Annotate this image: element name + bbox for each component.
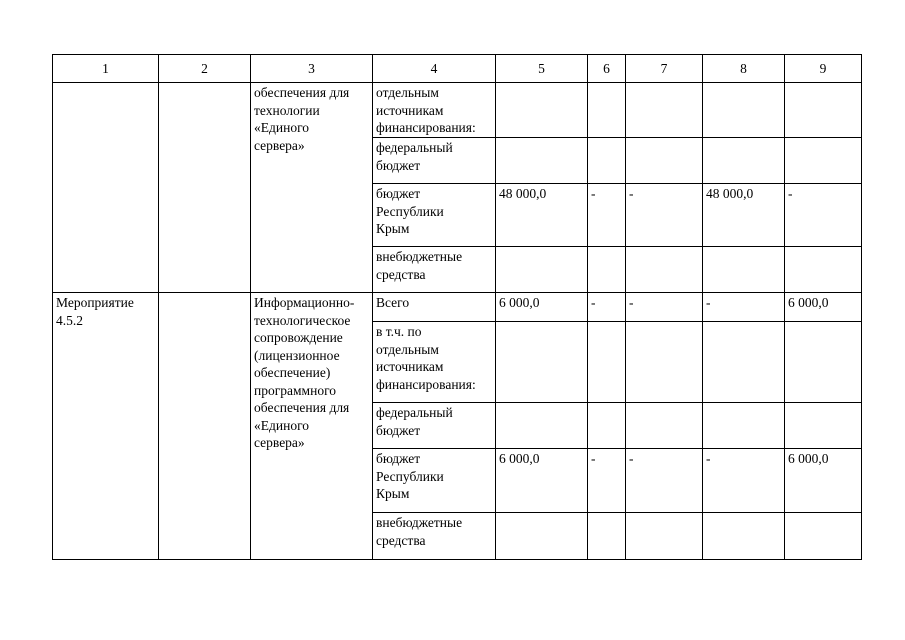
funding-source-cell: бюджет Республики Крым [373, 449, 496, 513]
funding-source-cell: в т.ч. по отдельным источникам финансирования: [373, 322, 496, 403]
value-cell: - [703, 293, 785, 322]
value-cell: - [703, 449, 785, 513]
value-cell [703, 322, 785, 403]
value-cell [496, 247, 588, 293]
funding-source-cell: внебюджетные средства [373, 513, 496, 560]
activity-code-cell [53, 83, 159, 293]
value-cell [496, 513, 588, 560]
value-cell [588, 513, 626, 560]
header-cell: 5 [496, 55, 588, 83]
value-cell [496, 403, 588, 449]
value-cell [703, 403, 785, 449]
activity-name-cell: Информационно- технологическое сопровождение (лицензионное обеспечение) программного обеспечения для «Единого сервера» [251, 293, 373, 560]
value-cell [703, 83, 785, 138]
value-cell [588, 138, 626, 184]
header-cell: 2 [159, 55, 251, 83]
value-cell [785, 513, 862, 560]
value-cell: - [588, 184, 626, 247]
value-cell: - [626, 293, 703, 322]
header-cell: 3 [251, 55, 373, 83]
value-cell: - [588, 449, 626, 513]
value-cell [626, 513, 703, 560]
column-2-cell [159, 83, 251, 293]
header-cell: 7 [626, 55, 703, 83]
value-cell [496, 138, 588, 184]
table-row [53, 293, 862, 322]
value-cell: 6 000,0 [496, 449, 588, 513]
value-cell: 48 000,0 [496, 184, 588, 247]
value-cell [496, 322, 588, 403]
value-cell: - [785, 184, 862, 247]
value-cell: - [626, 184, 703, 247]
value-cell [785, 403, 862, 449]
value-cell [626, 403, 703, 449]
value-cell: 48 000,0 [703, 184, 785, 247]
value-cell [785, 138, 862, 184]
value-cell: 6 000,0 [785, 449, 862, 513]
budget-table [52, 54, 862, 560]
funding-source-cell: федеральный бюджет [373, 138, 496, 184]
value-cell: - [588, 293, 626, 322]
value-cell [626, 83, 703, 138]
value-cell [588, 403, 626, 449]
funding-source-cell: отдельным источникам финансирования: [373, 83, 496, 138]
value-cell [588, 322, 626, 403]
activity-name-cell: обеспечения для технологии «Единого сервера» [251, 83, 373, 293]
table-row [53, 83, 862, 138]
value-cell [785, 83, 862, 138]
value-cell: 6 000,0 [785, 293, 862, 322]
funding-source-cell: федеральный бюджет [373, 403, 496, 449]
header-cell: 4 [373, 55, 496, 83]
value-cell [703, 247, 785, 293]
header-row [53, 55, 862, 83]
value-cell [588, 83, 626, 138]
value-cell [626, 138, 703, 184]
value-cell [703, 513, 785, 560]
value-cell [703, 138, 785, 184]
value-cell: 6 000,0 [496, 293, 588, 322]
value-cell [785, 247, 862, 293]
funding-source-cell: внебюджетные средства [373, 247, 496, 293]
header-cell: 8 [703, 55, 785, 83]
header-cell: 6 [588, 55, 626, 83]
value-cell [785, 322, 862, 403]
header-cell: 9 [785, 55, 862, 83]
header-cell: 1 [53, 55, 159, 83]
value-cell: - [626, 449, 703, 513]
value-cell [496, 83, 588, 138]
activity-code-cell: Мероприятие 4.5.2 [53, 293, 159, 560]
column-2-cell [159, 293, 251, 560]
value-cell [588, 247, 626, 293]
value-cell [626, 322, 703, 403]
funding-source-cell: бюджет Республики Крым [373, 184, 496, 247]
funding-source-cell: Всего [373, 293, 496, 322]
value-cell [626, 247, 703, 293]
